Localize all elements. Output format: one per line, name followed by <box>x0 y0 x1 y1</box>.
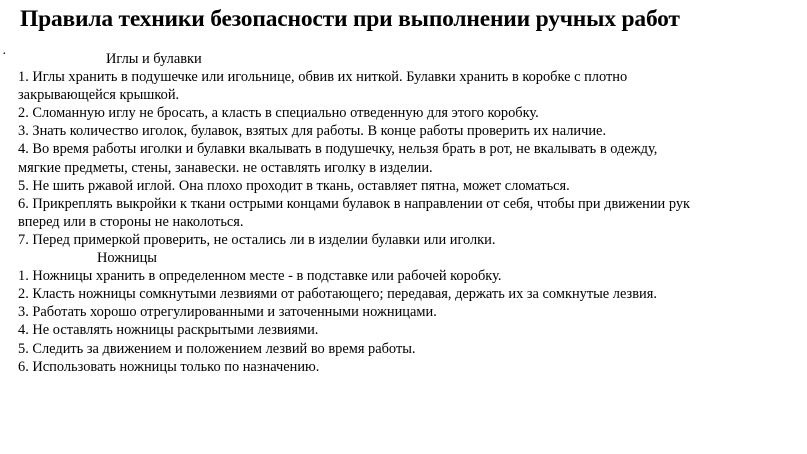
list-item: 5. Не шить ржавой иглой. Она плохо проходит в ткань, оставляет пятна, может сломаться. <box>18 177 570 194</box>
list-item: 2. Класть ножницы сомкнутыми лезвиями от работающего; передавая, держать их за сомкнутые лезвия. <box>18 286 657 303</box>
section-needles <box>18 50 803 249</box>
list-item: 6. Использовать ножницы только по назначению. <box>18 358 320 375</box>
list-item: 4. Не оставлять ножницы раскрытыми лезвиями. <box>18 322 319 339</box>
list-item: 1. Ножницы хранить в определенном месте - в подставке или рабочей коробку. <box>18 268 502 285</box>
bullet-marker: · <box>2 47 7 62</box>
section-heading-needles: Иглы и булавки <box>106 51 202 67</box>
section-scissors <box>18 249 803 376</box>
list-item: мягкие предметы, стены, занавески. не оставлять иголку в изделии. <box>18 159 433 176</box>
section-heading-scissors: Ножницы <box>97 250 157 267</box>
list-item: 1. Иглы хранить в подушечке или игольнице, обвив их ниткой. Булавки хранить в коробке с плотно <box>18 69 628 86</box>
list-item: закрывающейся крышкой. <box>18 87 180 104</box>
list-item: вперед или в стороны не наколоться. <box>18 213 244 230</box>
list-item: 4. Во время работы иголки и булавки вкалывать в подушечку, нельзя брать в рот, не вкалывать в одежду, <box>18 141 658 158</box>
list-item: 7. Перед примеркой проверить, не остались ли в изделии булавки или иголки. <box>18 231 496 248</box>
list-item: 3. Работать хорошо отрегулированными и заточенными ножницами. <box>18 304 437 321</box>
content-body <box>18 50 803 376</box>
list-item: 5. Следить за движением и положением лезвий во время работы. <box>18 340 416 357</box>
list-item: 6. Прикреплять выкройки к ткани острыми концами булавок в направлении от себя, чтобы при движении рук <box>18 195 691 212</box>
list-item: 3. Знать количество иголок, булавок, взятых для работы. В конце работы проверить их наличие. <box>18 123 607 140</box>
list-item: 2. Сломанную иглу не бросать, а класть в специально отведенную для этого коробку. <box>18 105 539 122</box>
page-title: Правила техники безопасности при выполнении ручных работ <box>20 6 680 32</box>
